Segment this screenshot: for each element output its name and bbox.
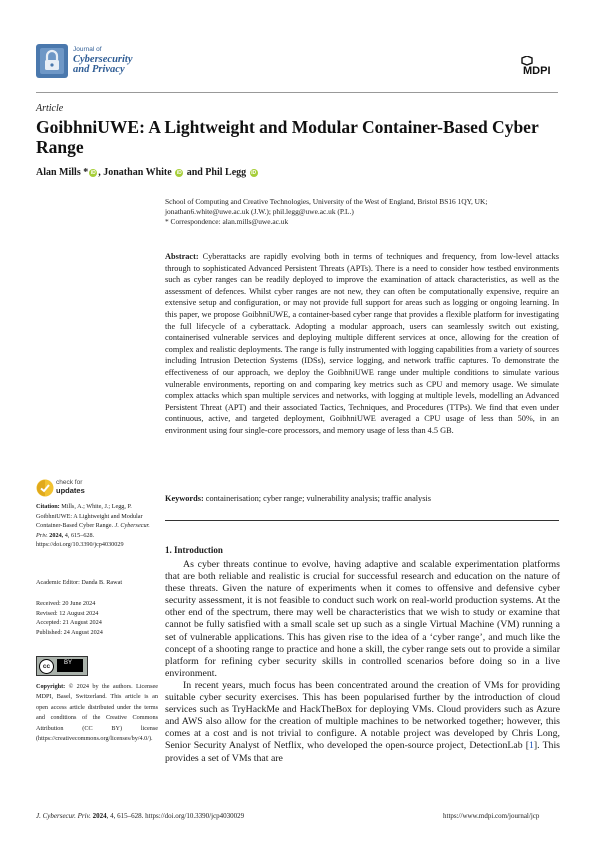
paragraph-1: As cyber threats continue to evolve, having adaptive and scalable experimentation platforms that are both reliable and realistic is crucial for successful research and education on the nature of these threats. Given the nature of experiments when it comes to offensive and defensive cyber security assessment, it is not feasible to conduct such work on real-world production systems. At the other end of the spectrum, there may well be characteristics that we wish to study or examine that cannot be fully satisfied with a small scale set up such as a single Virtual Machine (VM) running a set of vulnerable applications. This has given rise to the idea of a ‘cyber range’, and much like the concept of a shooting range to practice and hone a skill, the cyber range sets out to provide a similar platform for refining cyber security skills in controlled scenarios before doing so in a live environment. (165, 559, 560, 679)
journal-name (73, 45, 133, 75)
paragraph-2-end: ]. This provides a set of VMs that are (165, 740, 560, 764)
citation-label: Citation: (36, 503, 60, 510)
author-legg-prefix[interactable]: and Phil Legg (184, 167, 249, 178)
check-updates-line2: updates (56, 486, 85, 495)
date-revised: Revised: 12 August 2024 (36, 609, 99, 617)
footer-year: 2024 (90, 812, 107, 820)
author-list (36, 167, 259, 178)
copyright-label: Copyright: (36, 683, 66, 690)
abstract-label: Abstract: (165, 252, 199, 261)
orcid-icon[interactable]: iD (90, 169, 96, 176)
paragraph-2 (165, 680, 560, 765)
header-rule (36, 92, 558, 93)
orcid-icon[interactable]: iD (176, 169, 182, 176)
journal-name-small: Journal of (73, 46, 102, 53)
affiliation-emails: jonathan6.white@uwe.ac.uk (J.W.); phil.legg@uwe.ac.uk (P.L.) (165, 207, 354, 216)
check-updates-icon[interactable] (36, 479, 54, 497)
keywords-text: containerisation; cyber range; vulnerability analysis; traffic analysis (203, 494, 431, 503)
orcid-icon[interactable]: iD (251, 169, 257, 176)
keywords (165, 493, 559, 504)
cc-by-license-icon[interactable] (36, 656, 88, 676)
check-updates-button[interactable] (56, 479, 85, 495)
date-received: Received: 20 June 2024 (36, 600, 96, 607)
article-type: Article (36, 103, 64, 114)
footer-journal-url[interactable]: https://www.mdpi.com/journal/jcp (443, 812, 540, 820)
author-white[interactable]: , Jonathan White (98, 167, 175, 178)
by-text: BY (64, 660, 73, 666)
date-accepted: Accepted: 21 August 2024 (36, 619, 102, 627)
footer-rest[interactable]: , 4, 615–628. https://doi.org/10.3390/jcp4030029 (106, 812, 245, 820)
affiliation-line: School of Computing and Creative Technologies, University of the West of England, Bristol BS16 1QY, UK; (165, 197, 488, 206)
author-mills[interactable]: Alan Mills * (36, 167, 89, 178)
paper-title: GoibhniUWE: A Lightweight and Modular Container-Based Cyber Range (36, 117, 539, 157)
date-published: Published: 24 August 2024 (36, 628, 103, 636)
paragraph-2-text: In recent years, much focus has been concentrated around the creation of VMs for providing suitable cyber security exercises. This has been popularised further by the introduction of cloud services such as TryHackMe and HackTheBox for deploying VMs. Cloud providers such as Azure and AWS also allow for the creation of multiple machines to be networked together; however, this comes at a cost and is not trivial to configure. A notable project was developed by Chris Long, Senior Security Analyst of Netflix, who developed the open-source project, DetectionLab [ (165, 679, 560, 752)
citation-rest[interactable]: 4, 615–628. https://doi.org/10.3390/jcp4030029 (36, 531, 124, 549)
keywords-rule (165, 520, 559, 521)
journal-logo-icon (36, 44, 68, 78)
dates-block (36, 599, 158, 637)
check-updates-line1: check for (56, 479, 83, 486)
abstract-text: Cyberattacks are rapidly evolving both in terms of techniques and frequency, from low-level attacks through to sophisticated Advanced Persistent Threats (APTs). There is a need to consider how testbed environments such as cyber ranges can be readily deployed to improve the examination of attack characteristics, as well as the assessment of defences. Whilst cyber ranges are not new, they can often be computationally expensive, require an extensive setup and configuration, or may not provide full support for areas such as logging or ongoing learning. In this paper, we propose GoibhniUWE, a container-based cyber range that provides a flexible platform for investigating the full lifecycle of a cyberattack. Adopting a modular approach, users can seamlessly switch out existing, containerised vulnerable services and deploying multiple different services at once, allowing for the creation of complex and realistic deployments. The range is fully instrumented with logging capabilities from a variety of sources including Intrusion Detection Systems (IDSs), service logging, and network traffic captures. To demonstrate the effectiveness of our approach, we deploy the GoibhniUWE range under multiple conditions to simulate various vulnerable environments, reporting on and comparing key metrics such as CPU and memory usage. We simulate complex attacks which span multiple services and networks, with logging at multiple levels, modelling an Advanced Persistent Threat (APT) and their associated Tactics, Techniques, and Procedures (TTPs). We find that even under continuous, active, and targeted deployment, GoibhniUWE averaged a CPU usage of less than 50%, in an environment using four single-core processors, and memory usage of less than 4.5 GB. (165, 252, 559, 435)
journal-name-line1: Cybersecurity (73, 54, 133, 65)
copyright-notice (36, 682, 158, 744)
citation-block (36, 502, 158, 550)
section-heading-introduction: 1. Introduction (165, 545, 223, 555)
abstract (165, 251, 559, 437)
citation-journal: J. Cybersecur. Priv. (36, 522, 150, 539)
citation-text: Mills, A.; White, J.; Legg, P. GoibhniUWE: A Lightweight and Modular Container-Based Cyber Range. (36, 503, 143, 530)
footer-journal: J. Cybersecur. Priv. (36, 812, 91, 820)
svg-text:MDPI: MDPI (523, 65, 551, 76)
keywords-label: Keywords: (165, 494, 204, 503)
correspondence: * Correspondence: alan.mills@uwe.ac.uk (165, 217, 289, 226)
academic-editor: Academic Editor: Danda B. Rawat (36, 579, 123, 586)
mdpi-logo-icon (516, 56, 558, 76)
body-text (165, 559, 560, 765)
cc-icon: cc (39, 659, 54, 674)
affiliation (165, 197, 560, 227)
citation-year: 2024, (47, 531, 64, 539)
footer-citation (36, 812, 244, 820)
citation-link[interactable]: 1 (529, 740, 534, 752)
journal-name-line2: and Privacy (73, 64, 125, 75)
copyright-text: © 2024 by the authors. Licensee MDPI, Basel, Switzerland. This article is an open access article distributed under the terms and conditions of the Creative Commons Attribution (CC BY) license (https://creativecommons.org/licenses/by/4.0/). (36, 683, 158, 743)
